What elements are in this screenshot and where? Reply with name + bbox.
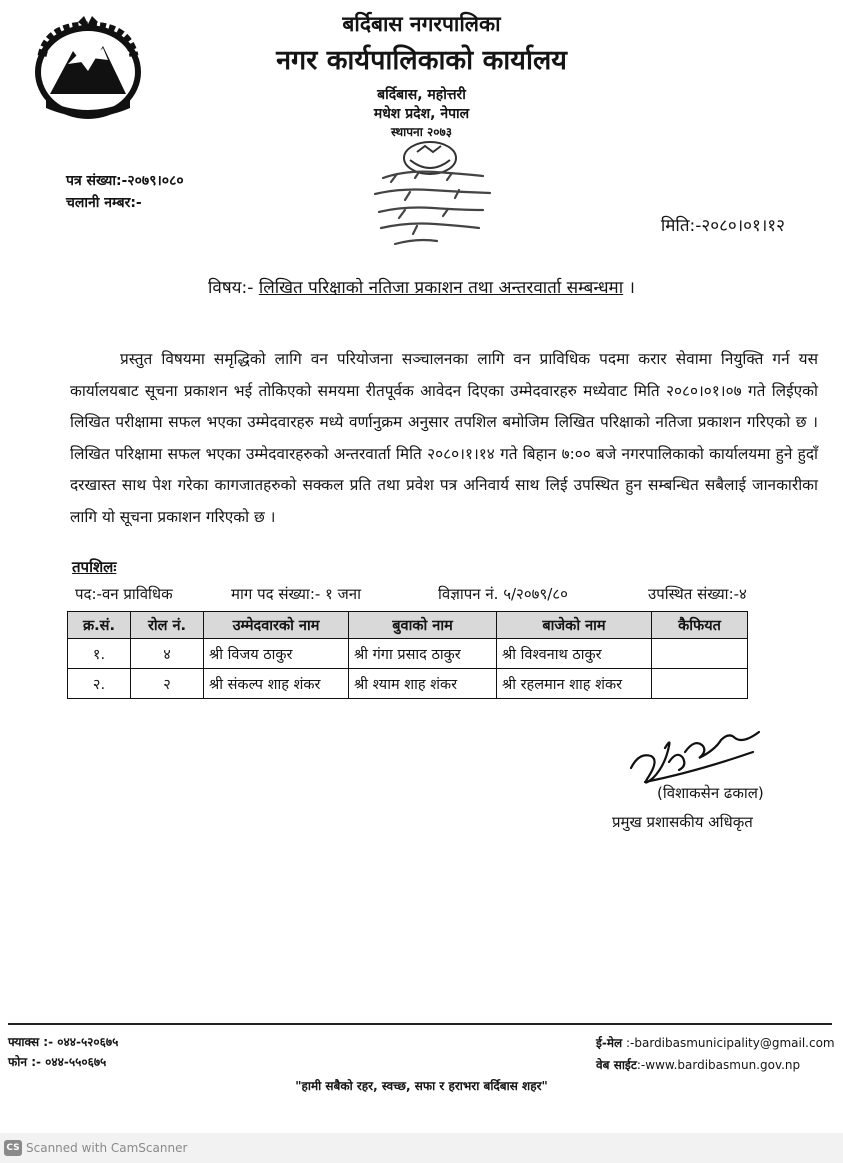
table-row <box>68 669 748 699</box>
cell-father: श्री गंगा प्रसाद ठाकुर <box>349 639 497 669</box>
letter-number: पत्र संख्या:-२०७९।०८० <box>66 173 184 189</box>
column-header-roll: रोल नं. <box>131 612 204 639</box>
province-line: मधेश प्रदेश, नेपाल <box>373 106 470 122</box>
column-header-father: बुवाको नाम <box>349 612 497 639</box>
cell-candidate: श्री संकल्प शाह शंकर <box>204 669 349 699</box>
subject-text: लिखित परिक्षाको नतिजा प्रकाशन तथा अन्तरवार्ता सम्बन्धमा <box>258 278 624 298</box>
table-row <box>68 639 748 669</box>
cell-roll: ४ <box>131 639 204 669</box>
letter-date: मिति:-२०८०।०१।१२ <box>660 216 785 236</box>
cell-father: श्री श्याम शाह शंकर <box>349 669 497 699</box>
office-seal-icon <box>355 138 505 263</box>
cell-remarks <box>652 669 748 699</box>
column-header-candidate: उम्मेदवारको नाम <box>204 612 349 639</box>
nepal-emblem-icon <box>28 16 148 124</box>
signatory-name: (विशाकसेन ढकाल) <box>657 784 764 802</box>
post-info: पद:-वन प्राविधिक <box>75 585 173 603</box>
notice-body: प्रस्तुत विषयमा समृद्धिको लागि वन परियोजना सञ्चालनका लागि वन प्राविधिक पदमा करार सेवामा नियुक्ति गर्न यस कार्यालयबाट सूचना प्रकाशन भई तोकिएको समयमा रीतपूर्वक आवेदन दिएका उम्मेदवारहरु मध्येवाट मिति २०८०।०१।०७ गते लिईएको लिखित परीक्षामा सफल भएका उम्मेदवारहरु मध्ये वर्णानुक्रम अनुसार तपशिल बमोजिम लिखित परिक्षाको नतिजा प्रकाशन गरिएको छ । लिखित परिक्षामा सफल भएका उम्मेदवारहरुको अन्तरवार्ता मिति २०८०।१।१४ गते बिहान ७:०० बजे नगरपालिकाको कार्यालयमा हुने हुदाँ दरखास्त साथ पेश गरेका कागजातहरुको सक्कल प्रति तथा प्रवेश पत्र अनिवार्य साथ लिई उपस्थित हुन सम्बन्धित सबैलाई जानकारीका लागि यो सूचना प्रकाशन गरिएको छ । <box>70 350 818 526</box>
email-address: :-bardibasmunicipality@gmail.com <box>622 1036 835 1050</box>
website-url: :-www.bardibasmun.gov.np <box>636 1058 801 1072</box>
established-line: स्थापना २०७३ <box>391 125 452 139</box>
municipality-name: बर्दिबास नगरपालिका <box>342 12 501 36</box>
footer-divider <box>8 1023 832 1025</box>
subject-suffix: । <box>628 278 635 298</box>
website-line <box>596 1056 800 1073</box>
column-header-grandfather: बाजेको नाम <box>497 612 652 639</box>
municipality-motto: "हामी सबैको रहर, स्वच्छ, सफा र हराभरा बर्दिबास शहर" <box>295 1079 548 1093</box>
table-header-row <box>68 612 748 639</box>
advertisement-number: विज्ञापन नं. ५/२०७९/८० <box>438 585 568 603</box>
cell-candidate: श्री विजय ठाकुर <box>204 639 349 669</box>
signatory-title: प्रमुख प्रशासकीय अधिकृत <box>612 813 753 831</box>
cell-grandfather: श्री विश्वनाथ ठाकुर <box>497 639 652 669</box>
subject-prefix: विषय:- <box>208 278 254 298</box>
office-name: नगर कार्यपालिकाको कार्यालय <box>276 45 567 76</box>
dispatch-number: चलानी नम्बर:- <box>66 195 142 211</box>
present-count: उपस्थित संख्या:-४ <box>648 585 747 603</box>
cell-grandfather: श्री रहलमान शाह शंकर <box>497 669 652 699</box>
cell-sn: १. <box>68 639 131 669</box>
email-line <box>596 1034 835 1051</box>
email-label: ई-मेल <box>596 1036 623 1050</box>
results-table <box>67 611 748 699</box>
column-header-remarks: कैफियत <box>652 612 748 639</box>
demand-count: माग पद संख्या:- १ जना <box>231 585 361 603</box>
fax-number: फ्याक्स :- ०४४-५२०६७५ <box>8 1035 119 1049</box>
camscanner-logo-icon: CS <box>4 1140 22 1156</box>
column-header-sn: क्र.सं. <box>68 612 131 639</box>
cell-roll: २ <box>131 669 204 699</box>
subject-line <box>0 275 843 298</box>
details-label: तपशिलः <box>72 558 117 576</box>
cell-remarks <box>652 639 748 669</box>
phone-number: फोन :- ०४४-५५०६७५ <box>8 1055 107 1069</box>
scanner-watermark: Scanned with CamScanner <box>26 1141 188 1155</box>
signature-icon <box>625 722 765 790</box>
website-label: वेब साईट <box>596 1058 637 1072</box>
address-line: बर्दिबास, महोत्तरी <box>377 87 466 103</box>
cell-sn: २. <box>68 669 131 699</box>
